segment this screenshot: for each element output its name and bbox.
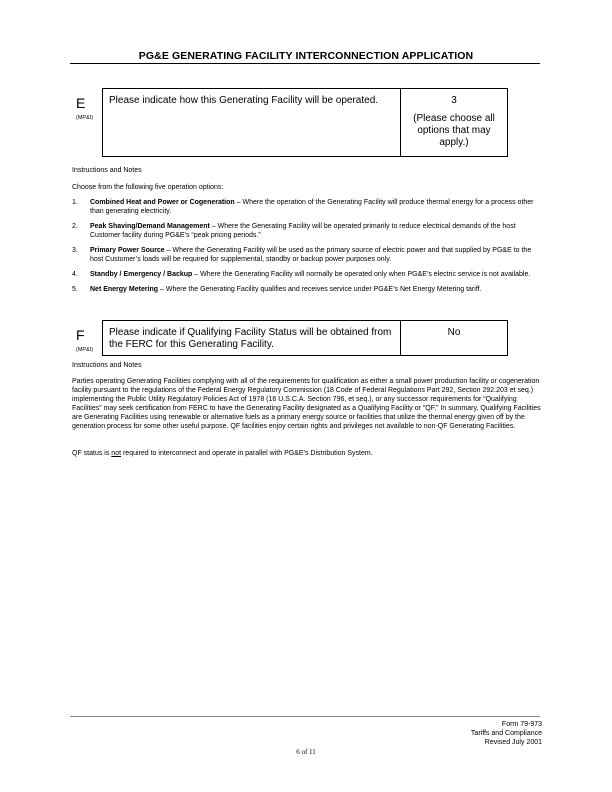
page-header-title: PG&E GENERATING FACILITY INTERCONNECTION APPLICATION <box>138 50 474 62</box>
qf-paragraph: Parties operating Generating Facilities complying with all of the requirements for qualification as either a small power production facility or cogeneration facility pursuant to the regulations of the Federal Energy Regulatory Commission (18 Code of Federal Regulations Part 292, Section 292.203 et seq.) implementing the Public Utility Regulatory Policies Act of 1978 (16 U.S.C.A. Section 796, et seq.), or any successor requirements for “Qualifying Facilities” may seek certification from FERC to have the Generating Facility designated as a Qualifying Facility or “QF.” In summary, Qualifying Facilities are Generating Facilities using renewable or alternative fuels as a primary energy source or facilities that utilize the thermal energy given off by the generation process for some other useful purpose. QF facilities enjoy certain rights and privileges not available to non-QF Generating Facilities. <box>72 378 541 431</box>
section-e-answer-value: 3 <box>451 95 457 106</box>
operation-options-list <box>72 198 542 300</box>
department: Tariffs and Compliance <box>470 730 542 737</box>
list-item: 4. Standby / Emergency / Backup – Where the Generating Facility will normally be operated only when PG&E’s electric service is not available. <box>72 271 531 278</box>
section-e-instructions-heading: Instructions and Notes <box>72 167 142 174</box>
section-e-tag: (MP&I) <box>76 115 94 121</box>
footer-form-info <box>471 720 542 747</box>
list-item: 5. Net Energy Metering – Where the Generating Facility qualifies and receives service under PG&E’s Net Energy Metering tariff. <box>72 286 482 293</box>
list-item: 1. Combined Heat and Power or Cogeneration – Where the operation of the Generating Facility will produce thermal energy for a process other than generating electricity. <box>72 199 534 215</box>
section-f-letter: F <box>76 327 85 343</box>
section-f-tag: (MP&I) <box>76 347 94 353</box>
list-item: 3. Primary Power Source – Where the Generating Facility will be used as the primary source of electric power and that supplied by PG&E to the host Customer’s loads will be required for supplemental, standby or backup power purposes only. <box>72 247 532 263</box>
section-e-answer-note: (Please choose all options that may apply.) <box>413 113 495 148</box>
revision-date: Revised July 2001 <box>484 739 542 746</box>
section-e-question-box <box>102 88 508 157</box>
section-e-question: Please indicate how this Generating Facility will be operated. <box>103 89 401 156</box>
section-e-intro: Choose from the following five operation options: <box>72 184 224 191</box>
section-f-question: Please indicate if Qualifying Facility Status will be obtained from the FERC for this Generating Facility. <box>103 321 401 355</box>
form-number: Form 79-973 <box>501 721 542 728</box>
footer-rule <box>70 716 540 717</box>
section-e-answer-cell[interactable] <box>401 89 507 156</box>
page-number: 6 of 11 <box>296 748 316 756</box>
section-f-instructions-heading: Instructions and Notes <box>72 362 142 369</box>
header-rule <box>70 63 540 64</box>
qf-status-note: QF status is not required to interconnect and operate in parallel with PG&E’s Distribution System. <box>72 450 373 457</box>
section-f-question-box <box>102 320 508 356</box>
section-f-answer[interactable]: No <box>447 327 461 338</box>
section-e-letter: E <box>76 95 86 111</box>
list-item: 2. Peak Shaving/Demand Management – Where the Generating Facility will be operated primarily to reduce electrical demands of the host Customer facility during PG&E’s “peak pricing periods.” <box>72 223 516 239</box>
